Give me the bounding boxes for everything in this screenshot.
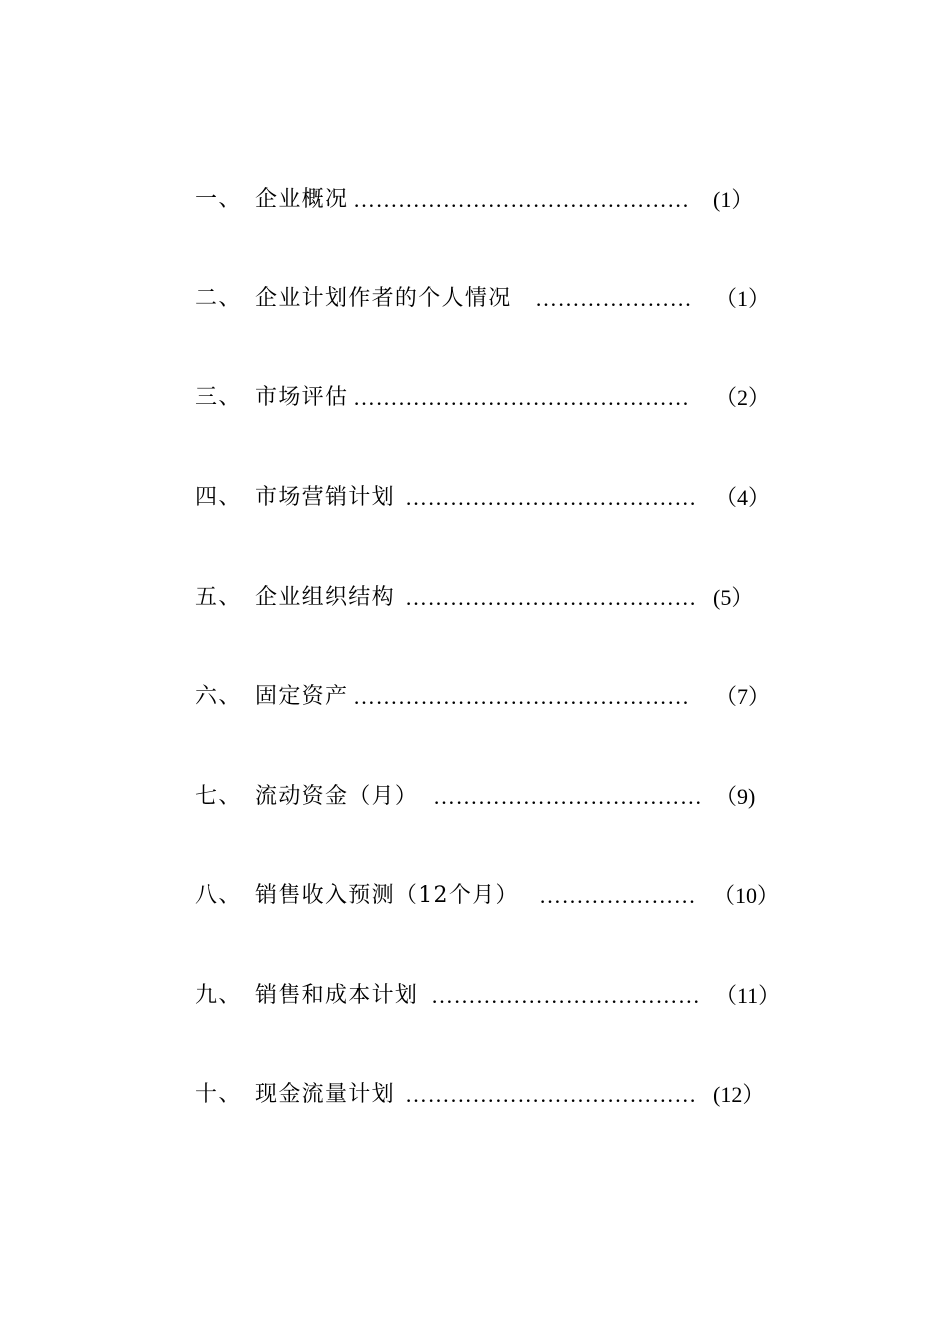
toc-entry-number: 三、 <box>195 385 242 410</box>
toc-entry-title: 现金流量计划 <box>255 1082 395 1107</box>
toc-entry-title: 销售收入预测（12个月） <box>255 883 519 908</box>
toc-entry-title: 销售和成本计划 <box>255 983 419 1008</box>
toc-dot-leader: ……………………………… <box>433 784 703 809</box>
toc-entry-title: 市场评估 <box>255 385 349 410</box>
toc-entry-number: 七、 <box>195 784 242 809</box>
toc-entry-title: 市场营销计划 <box>255 485 395 510</box>
toc-entry-title: 企业组织结构 <box>255 585 395 610</box>
toc-entry-page: （11） <box>715 983 781 1008</box>
toc-entry-page: （4） <box>715 485 771 510</box>
toc-entry-number: 九、 <box>195 983 242 1008</box>
toc-entry-title: 流动资金（月） <box>255 784 419 809</box>
toc-entry-title: 企业概况 <box>255 187 349 212</box>
toc-entry-page: （9) <box>715 784 756 809</box>
toc-entry-number: 四、 <box>195 485 242 510</box>
toc-entry-page: (12） <box>713 1082 765 1107</box>
toc-dot-leader: ………………… <box>535 286 693 311</box>
toc-entry-title: 固定资产 <box>255 684 349 709</box>
toc-dot-leader: ………………………………… <box>405 585 697 610</box>
toc-dot-leader: ………………… <box>539 883 697 908</box>
toc-dot-leader: ………………………………… <box>405 485 697 510</box>
toc-dot-leader: ……………………………………… <box>353 684 690 709</box>
toc-entry-page: (1） <box>713 187 754 212</box>
toc-entry-page: （2） <box>715 385 771 410</box>
toc-entry-number: 六、 <box>195 684 242 709</box>
toc-entry-number: 八、 <box>195 883 242 908</box>
toc-entry-number: 五、 <box>195 585 242 610</box>
toc-entry-number: 一、 <box>195 187 242 212</box>
toc-dot-leader: ……………………………………… <box>353 187 690 212</box>
toc-dot-leader: ……………………………… <box>431 983 701 1008</box>
toc-dot-leader: ………………………………… <box>405 1082 697 1107</box>
toc-dot-leader: ……………………………………… <box>353 385 690 410</box>
toc-entry-page: （10） <box>713 883 780 908</box>
toc-entry-page: （1） <box>715 286 771 311</box>
toc-entry-number: 二、 <box>195 286 242 311</box>
toc-entry-page: （7） <box>715 684 771 709</box>
toc-entry-number: 十、 <box>195 1082 242 1107</box>
toc-entry-page: (5） <box>713 585 754 610</box>
toc-entry-title: 企业计划作者的个人情况 <box>255 286 512 311</box>
